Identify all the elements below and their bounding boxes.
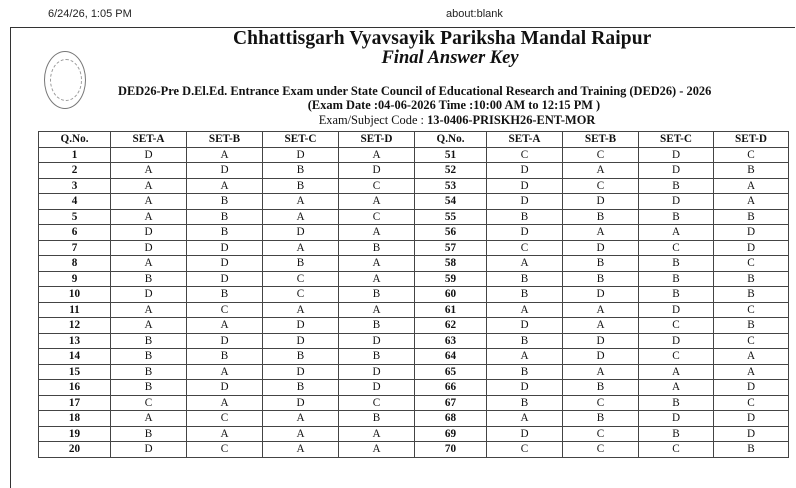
answer-cell: A [263, 411, 339, 427]
document-title: Chhattisgarh Vyavsayik Pariksha Mandal Raipur [233, 28, 652, 49]
table-row [39, 364, 789, 380]
table-row [39, 178, 789, 194]
answer-cell: D [639, 411, 714, 427]
answer-cell: A [111, 163, 187, 179]
answer-cell: A [187, 147, 263, 163]
answer-cell: A [111, 194, 187, 210]
question-number-cell: 1 [39, 147, 111, 163]
exam-code-line [0, 113, 796, 128]
answer-cell: D [111, 225, 187, 241]
question-number-cell: 61 [415, 302, 487, 318]
answer-cell: C [563, 426, 639, 442]
answer-cell: B [563, 380, 639, 396]
answer-cell: D [563, 194, 639, 210]
table-row [39, 287, 789, 303]
answer-cell: D [187, 163, 263, 179]
answer-cell: A [111, 209, 187, 225]
question-number-cell: 10 [39, 287, 111, 303]
exam-line: DED26-Pre D.El.Ed. Entrance Exam under State Council of Educational Research and Training (DED26) - 2026 [118, 84, 712, 98]
answer-cell: A [639, 364, 714, 380]
answer-cell: D [111, 442, 187, 458]
question-number-cell: 60 [415, 287, 487, 303]
answer-cell: B [487, 364, 563, 380]
column-header: SET-A [111, 132, 187, 148]
answer-cell: D [263, 225, 339, 241]
answer-cell: B [187, 209, 263, 225]
answer-cell: A [263, 426, 339, 442]
column-header: SET-B [563, 132, 639, 148]
table-row [39, 240, 789, 256]
table-row [39, 380, 789, 396]
question-number-cell: 68 [415, 411, 487, 427]
print-date: 6/24/26, 1:05 PM [48, 8, 132, 20]
question-number-cell: 59 [415, 271, 487, 287]
table-row [39, 395, 789, 411]
answer-cell: D [639, 163, 714, 179]
question-number-cell: 67 [415, 395, 487, 411]
answer-cell: D [639, 147, 714, 163]
answer-cell: D [714, 380, 789, 396]
answer-cell: D [111, 240, 187, 256]
question-number-cell: 4 [39, 194, 111, 210]
answer-cell: B [263, 256, 339, 272]
answer-cell: D [563, 333, 639, 349]
answer-cell: B [714, 271, 789, 287]
answer-cell: D [487, 163, 563, 179]
table-row [39, 209, 789, 225]
question-number-cell: 6 [39, 225, 111, 241]
answer-cell: D [714, 240, 789, 256]
question-number-cell: 65 [415, 364, 487, 380]
question-number-cell: 51 [415, 147, 487, 163]
answer-cell: D [339, 380, 415, 396]
answer-cell: A [111, 302, 187, 318]
answer-cell: B [487, 333, 563, 349]
answer-cell: C [339, 178, 415, 194]
answer-cell: B [187, 349, 263, 365]
answer-key-table [38, 131, 789, 458]
answer-cell: B [339, 287, 415, 303]
answer-cell: A [714, 364, 789, 380]
answer-cell: A [263, 442, 339, 458]
answer-cell: C [339, 209, 415, 225]
answer-cell: B [714, 318, 789, 334]
question-number-cell: 57 [415, 240, 487, 256]
answer-cell: A [111, 411, 187, 427]
answer-cell: A [714, 194, 789, 210]
answer-cell: C [487, 240, 563, 256]
table-row [39, 426, 789, 442]
column-header: Q.No. [39, 132, 111, 148]
question-number-cell: 7 [39, 240, 111, 256]
answer-cell: B [639, 209, 714, 225]
answer-cell: D [714, 426, 789, 442]
answer-cell: A [563, 318, 639, 334]
answer-cell: A [339, 256, 415, 272]
table-row [39, 442, 789, 458]
answer-cell: C [563, 178, 639, 194]
answer-cell: B [263, 349, 339, 365]
question-number-cell: 64 [415, 349, 487, 365]
answer-cell: A [339, 442, 415, 458]
table-row [39, 194, 789, 210]
answer-cell: B [187, 194, 263, 210]
answer-cell: D [111, 287, 187, 303]
answer-cell: C [714, 333, 789, 349]
answer-cell: B [563, 271, 639, 287]
document-subtitle: Final Answer Key [381, 48, 519, 68]
exam-code-value: 13-0406-PRISKH26-ENT-MOR [427, 113, 596, 127]
question-number-cell: 9 [39, 271, 111, 287]
question-number-cell: 63 [415, 333, 487, 349]
question-number-cell: 13 [39, 333, 111, 349]
answer-cell: D [187, 380, 263, 396]
answer-cell: D [487, 178, 563, 194]
answer-cell: A [187, 395, 263, 411]
answer-cell: C [563, 442, 639, 458]
question-number-cell: 62 [415, 318, 487, 334]
exam-code-label: Exam/Subject Code : [318, 113, 424, 127]
answer-cell: B [263, 178, 339, 194]
table-row [39, 147, 789, 163]
answer-cell: D [187, 333, 263, 349]
question-number-cell: 52 [415, 163, 487, 179]
answer-cell: A [487, 411, 563, 427]
answer-cell: A [714, 349, 789, 365]
question-number-cell: 3 [39, 178, 111, 194]
answer-cell: D [714, 411, 789, 427]
answer-cell: C [263, 271, 339, 287]
question-number-cell: 16 [39, 380, 111, 396]
answer-cell: D [487, 380, 563, 396]
column-header: SET-D [714, 132, 789, 148]
answer-cell: A [639, 225, 714, 241]
answer-cell: B [187, 287, 263, 303]
column-header: SET-C [639, 132, 714, 148]
answer-cell: B [487, 271, 563, 287]
answer-cell: A [263, 209, 339, 225]
question-number-cell: 66 [415, 380, 487, 396]
answer-cell: B [487, 209, 563, 225]
question-number-cell: 53 [415, 178, 487, 194]
answer-cell: C [714, 147, 789, 163]
answer-cell: D [339, 163, 415, 179]
answer-cell: C [714, 302, 789, 318]
answer-cell: B [714, 209, 789, 225]
question-number-cell: 56 [415, 225, 487, 241]
answer-cell: B [639, 395, 714, 411]
answer-cell: A [187, 364, 263, 380]
question-number-cell: 15 [39, 364, 111, 380]
answer-cell: D [263, 318, 339, 334]
answer-cell: C [111, 395, 187, 411]
answer-cell: C [187, 411, 263, 427]
answer-cell: C [714, 395, 789, 411]
answer-cell: A [339, 426, 415, 442]
answer-cell: A [111, 256, 187, 272]
answer-cell: D [487, 426, 563, 442]
answer-cell: A [187, 178, 263, 194]
answer-cell: D [487, 194, 563, 210]
answer-cell: D [339, 364, 415, 380]
answer-cell: B [339, 411, 415, 427]
answer-cell: A [339, 271, 415, 287]
answer-cell: B [111, 364, 187, 380]
question-number-cell: 55 [415, 209, 487, 225]
print-header [0, 0, 796, 24]
answer-cell: A [263, 194, 339, 210]
question-number-cell: 17 [39, 395, 111, 411]
answer-cell: C [187, 442, 263, 458]
answer-cell: D [563, 349, 639, 365]
question-number-cell: 8 [39, 256, 111, 272]
answer-cell: C [639, 318, 714, 334]
answer-cell: C [487, 147, 563, 163]
question-number-cell: 2 [39, 163, 111, 179]
answer-cell: A [487, 349, 563, 365]
answer-cell: B [714, 442, 789, 458]
question-number-cell: 54 [415, 194, 487, 210]
answer-cell: B [339, 240, 415, 256]
answer-cell: D [639, 333, 714, 349]
answer-cell: A [563, 364, 639, 380]
answer-cell: D [339, 333, 415, 349]
answer-cell: D [487, 318, 563, 334]
answer-cell: B [263, 163, 339, 179]
answer-cell: B [563, 209, 639, 225]
answer-cell: A [714, 178, 789, 194]
answer-cell: D [487, 225, 563, 241]
answer-cell: C [487, 442, 563, 458]
answer-cell: D [187, 240, 263, 256]
answer-cell: C [563, 395, 639, 411]
answer-cell: B [639, 178, 714, 194]
answer-cell: D [263, 364, 339, 380]
table-row [39, 318, 789, 334]
answer-cell: B [639, 271, 714, 287]
column-header: SET-A [487, 132, 563, 148]
answer-cell: A [187, 318, 263, 334]
answer-cell: D [263, 333, 339, 349]
table-row [39, 333, 789, 349]
question-number-cell: 69 [415, 426, 487, 442]
answer-cell: B [563, 256, 639, 272]
answer-cell: C [714, 256, 789, 272]
answer-cell: A [563, 302, 639, 318]
answer-cell: A [263, 240, 339, 256]
answer-cell: C [639, 442, 714, 458]
answer-cell: A [339, 302, 415, 318]
answer-cell: B [639, 287, 714, 303]
answer-cell: D [714, 225, 789, 241]
answer-cell: B [714, 287, 789, 303]
answer-cell: A [339, 225, 415, 241]
answer-cell: B [187, 225, 263, 241]
print-url: about:blank [446, 8, 503, 20]
answer-cell: A [263, 302, 339, 318]
answer-cell: B [487, 287, 563, 303]
exam-date-line: (Exam Date :04-06-2026 Time :10:00 AM to 12:15 PM ) [307, 98, 601, 112]
answer-cell: D [263, 395, 339, 411]
question-number-cell: 18 [39, 411, 111, 427]
question-number-cell: 70 [415, 442, 487, 458]
question-number-cell: 12 [39, 318, 111, 334]
column-header: SET-B [187, 132, 263, 148]
answer-cell: B [263, 380, 339, 396]
answer-cell: D [639, 302, 714, 318]
answer-cell: C [263, 287, 339, 303]
question-number-cell: 20 [39, 442, 111, 458]
answer-cell: B [111, 333, 187, 349]
answer-cell: A [487, 256, 563, 272]
question-number-cell: 11 [39, 302, 111, 318]
answer-cell: C [339, 395, 415, 411]
answer-cell: A [187, 426, 263, 442]
table-header-row [39, 132, 789, 148]
answer-cell: B [111, 349, 187, 365]
answer-cell: D [563, 240, 639, 256]
table-row [39, 349, 789, 365]
question-number-cell: 5 [39, 209, 111, 225]
answer-cell: A [111, 178, 187, 194]
question-number-cell: 19 [39, 426, 111, 442]
answer-cell: B [563, 411, 639, 427]
column-header: SET-C [263, 132, 339, 148]
answer-cell: B [714, 163, 789, 179]
answer-cell: A [111, 318, 187, 334]
answer-cell: B [111, 426, 187, 442]
table-row [39, 271, 789, 287]
table-row [39, 256, 789, 272]
answer-cell: D [111, 147, 187, 163]
answer-cell: A [339, 147, 415, 163]
table-row [39, 163, 789, 179]
answer-cell: A [639, 380, 714, 396]
table-body [39, 147, 789, 457]
answer-cell: D [563, 287, 639, 303]
answer-cell: B [339, 349, 415, 365]
answer-cell: C [639, 240, 714, 256]
answer-cell: D [187, 256, 263, 272]
answer-cell: B [639, 426, 714, 442]
column-header: Q.No. [415, 132, 487, 148]
answer-cell: B [487, 395, 563, 411]
table-row [39, 225, 789, 241]
answer-cell: B [639, 256, 714, 272]
answer-cell: B [339, 318, 415, 334]
answer-cell: A [339, 194, 415, 210]
answer-cell: D [187, 271, 263, 287]
table-row [39, 411, 789, 427]
answer-cell: B [111, 380, 187, 396]
answer-cell: C [639, 349, 714, 365]
answer-cell: A [563, 225, 639, 241]
table-row [39, 302, 789, 318]
answer-cell: A [487, 302, 563, 318]
answer-cell: A [563, 163, 639, 179]
question-number-cell: 58 [415, 256, 487, 272]
answer-cell: D [639, 194, 714, 210]
answer-cell: C [187, 302, 263, 318]
answer-cell: C [563, 147, 639, 163]
answer-cell: D [263, 147, 339, 163]
answer-cell: B [111, 271, 187, 287]
question-number-cell: 14 [39, 349, 111, 365]
column-header: SET-D [339, 132, 415, 148]
